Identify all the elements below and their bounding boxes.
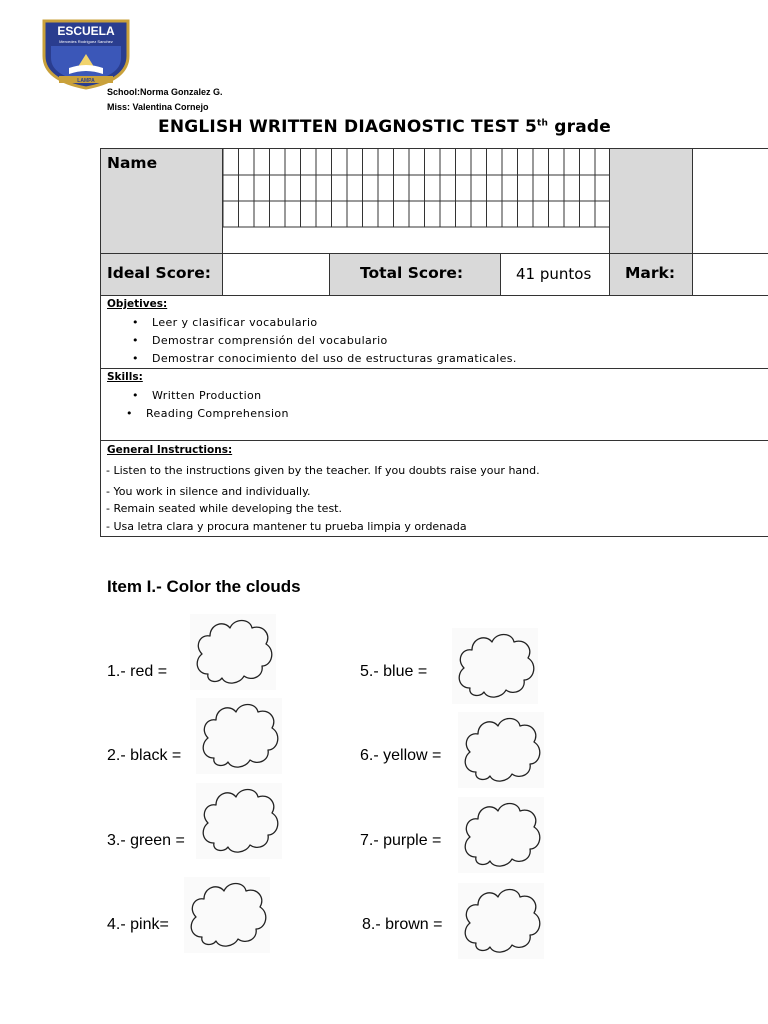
ideal-score-field[interactable] (222, 253, 330, 296)
mark-label-cell (609, 253, 693, 296)
skill-item: • Written Production (152, 389, 262, 402)
color-label-blue: 5.- blue = (360, 663, 428, 680)
color-label-black: 2.- black = (107, 747, 182, 764)
mark-field[interactable] (692, 253, 768, 296)
cloud-icon-yellow[interactable] (458, 712, 544, 788)
total-score-value-cell (500, 253, 610, 296)
skills-title: Skills: (107, 371, 143, 383)
skill-item: • Reading Comprehension (146, 407, 289, 420)
instruction-item: - You work in silence and individually. (106, 485, 311, 498)
instruction-item: - Usa letra clara y procura mantener tu prueba limpia y ordenada (106, 520, 467, 533)
color-label-brown: 8.- brown = (362, 916, 443, 933)
name-letter-grid[interactable] (223, 149, 664, 253)
svg-text:Mercedes Rodríguez Sanchez: Mercedes Rodríguez Sanchez (59, 39, 113, 44)
name-label: Name (107, 154, 158, 172)
school-logo (41, 18, 131, 90)
instructions-section (100, 440, 768, 537)
svg-text:ESCUELA: ESCUELA (57, 24, 115, 38)
cloud-shape (196, 698, 282, 774)
skills-section (100, 368, 768, 441)
item-1-title: Item I.- Color the clouds (107, 577, 301, 596)
cloud-icon-blue[interactable] (452, 628, 538, 704)
instruction-item: - Listen to the instructions given by the teacher. If you doubts raise your hand. (106, 464, 540, 477)
cloud-shape (458, 712, 544, 788)
objectives-title: Objetives: (107, 298, 168, 310)
cloud-icon-red[interactable] (190, 614, 276, 690)
cloud-shape (196, 783, 282, 859)
color-label-green: 3.- green = (107, 832, 185, 849)
instructions-title: General Instructions: (107, 444, 233, 456)
cloud-shape (458, 883, 544, 959)
cloud-icon-pink[interactable] (184, 877, 270, 953)
cloud-shape (452, 628, 538, 704)
svg-text:LAMPA: LAMPA (77, 78, 95, 84)
total-score-label-cell (329, 253, 501, 296)
page-title: ENGLISH WRITTEN DIAGNOSTIC TEST 5th grade (158, 117, 611, 137)
objective-item: • Leer y clasificar vocabulario (152, 316, 318, 329)
ideal-score-label-cell (100, 253, 223, 296)
color-label-pink: 4.- pink= (107, 916, 169, 933)
objectives-section (100, 295, 768, 369)
instruction-item: - Remain seated while developing the test. (106, 502, 342, 515)
total-score-value: 41 puntos (516, 265, 592, 283)
cloud-icon-purple[interactable] (458, 797, 544, 873)
school-line: School:Norma Gonzalez G. (107, 87, 223, 97)
ideal-score-label: Ideal Score: (107, 264, 211, 282)
name-input-area[interactable] (222, 148, 610, 254)
color-label-purple: 7.- purple = (360, 832, 442, 849)
cloud-shape (184, 877, 270, 953)
cloud-icon-brown[interactable] (458, 883, 544, 959)
name-gray-cell (609, 148, 693, 254)
color-label-red: 1.- red = (107, 663, 168, 680)
objective-item: • Demostrar comprensión del vocabulario (152, 334, 388, 347)
mark-label: Mark: (625, 264, 676, 282)
total-score-label: Total Score: (360, 264, 464, 282)
objective-item: • Demostrar conocimiento del uso de estructuras gramaticales. (152, 352, 517, 365)
name-extra-cell (692, 148, 768, 254)
name-label-cell (100, 148, 223, 254)
cloud-shape (458, 797, 544, 873)
cloud-icon-black[interactable] (196, 698, 282, 774)
cloud-shape (190, 614, 276, 690)
color-label-yellow: 6.- yellow = (360, 747, 442, 764)
teacher-line: Miss: Valentina Cornejo (107, 102, 209, 112)
cloud-icon-green[interactable] (196, 783, 282, 859)
